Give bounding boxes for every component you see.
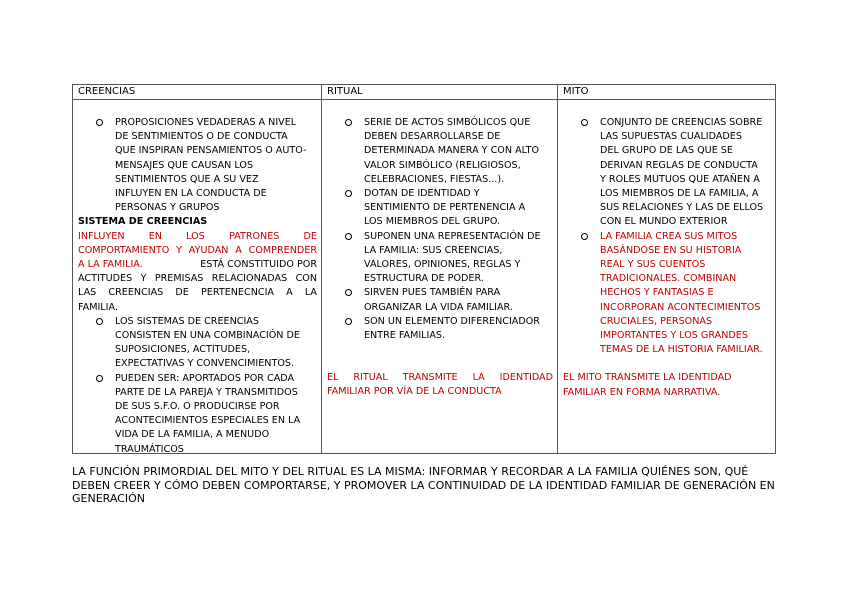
list-item: PUEDEN SER: APORTADOS POR CADA PARTE DE LA PAREJA Y TRANSMITIDOS DE SUS S.F.O. O PRODUCIRSE POR ACONTECIMIENTOS ESPECIALES EN LA VIDA DE LA FAMILIA, A MENUDO TRAUMÁTICOS bbox=[96, 372, 317, 457]
column-divider bbox=[557, 85, 558, 453]
list-item: PROPOSICIONES VEDADERAS A NIVEL DE SENTIMIENTOS O DE CONDUCTA QUE INSPIRAN PENSAMIENTOS O AUTO- MENSAJES QUE CAUSAN LOS SENTIMIENTOS QUE A SU VEZ INFLUYEN EN LA CONDUCTA DE PERSONAS Y GRUPOS bbox=[96, 116, 317, 215]
bullet-circle-icon bbox=[345, 190, 352, 197]
header-mito: MITO bbox=[563, 86, 589, 97]
bullet-circle-icon bbox=[345, 233, 352, 240]
mito-column bbox=[563, 116, 775, 400]
table-header-row bbox=[73, 85, 775, 100]
bullet-circle-icon bbox=[345, 289, 352, 296]
column-divider bbox=[321, 85, 322, 453]
bullet-circle-icon bbox=[96, 318, 103, 325]
mito-conclusion: EL MITO TRANSMITE LA IDENTIDAD FAMILIAR EN FORMA NARRATIVA. bbox=[563, 372, 732, 398]
list-item: LOS SISTEMAS DE CREENCIAS CONSISTEN EN UNA COMBINACIÓN DE SUPOSICIONES, ACTITUDES, EXPECTATIVAS Y CONVENCIMIENTOS. bbox=[96, 315, 317, 372]
bullet-circle-icon bbox=[96, 375, 103, 382]
section-subtitle: SISTEMA DE CREENCIAS bbox=[78, 216, 208, 228]
header-creencias: CREENCIAS bbox=[78, 86, 136, 97]
list-item: DOTAN DE IDENTIDAD Y SENTIMIENTO DE PERTENENCIA A LOS MIEMBROS DEL GRUPO. bbox=[345, 187, 553, 230]
list-item: SON UN ELEMENTO DIFERENCIADOR ENTRE FAMILIAS. bbox=[345, 315, 553, 343]
list-item: SERIE DE ACTOS SIMBÓLICOS QUE DEBEN DESARROLLARSE DE DETERMINADA MANERA Y CON ALTO VALOR SIMBÓLICO (RELIGIOSOS, CELEBRACIONES, FIESTAS...). bbox=[345, 116, 553, 187]
creencias-column: PROPOSICIONES VEDADERAS A NIVEL DE SENTIMIENTOS O DE CONDUCTA QUE INSPIRAN PENSAMIENTOS O AUTO- MENSAJES QUE CAUSAN LOS SENTIMIENTOS QUE A SU VEZ INFLUYEN EN LA CONDUCTA DE PERSONAS Y GRUPOS SISTEMA DE CREENCIAS INFLUYEN EN LOS PATRONES DE COMPORTAMIENTO Y AYUDAN A COMPRENDER A LA FAMILIA. ESTÁ CONSTITUIDO POR ACTITUDES Y PREMISAS RELACIONADAS CON LAS CREENCIAS DE PERTENECNCIA A LA FAMILIA. LOS SISTEMAS DE CREENCIAS CONSISTEN EN UNA COMBINACIÓN DE SUPOSICIONES, ACTITUDES, EXPECTATIVAS Y CONVENCIMIENTOS. PUEDEN SER: APORTADOS POR CADA PARTE DE LA PAREJA Y TRANSMITIDOS DE SUS S.F.O. O PRODUCIRSE POR ACONTECIMIENTOS ESPECIALES EN LA VIDA DE LA FAMILIA, A MENUDO TRAUMÁTICOS bbox=[78, 116, 317, 457]
comparison-table bbox=[72, 84, 776, 454]
bullet-circle-icon bbox=[345, 318, 352, 325]
summary-paragraph: LA FUNCIÓN PRIMORDIAL DEL MITO Y DEL RITUAL ES LA MISMA: INFORMAR Y RECORDAR A LA FAMILIA QUIÉNES SON, QUÉ DEBEN CREER Y CÓMO DEBEN COMPORTARSE, Y PROMOVER LA CONTINUIDAD DE LA IDENTIDAD FAMILIAR DE GENERACIÓN EN GENERACIÓN bbox=[72, 465, 775, 505]
list-item: LA FAMILIA CREA SUS MITOS BASÁNDOSE EN SU HISTORIA REAL Y SUS CUENTOS TRADICIONALES. COMBINAN HECHOS Y FANTASIAS E INCORPORAN ACONTECIMIENTOS CRUCIALES, PERSONAS IMPORTANTES Y LOS GRANDES TEMAS DE LA HISTORIA FAMILIAR. bbox=[581, 230, 775, 358]
list-item: SIRVEN PUES TAMBIÉN PARA ORGANIZAR LA VIDA FAMILIAR. bbox=[345, 286, 553, 314]
list-item: CONJUNTO DE CREENCIAS SOBRE LAS SUPUESTAS CUALIDADES DEL GRUPO DE LAS QUE SE DERIVAN REGLAS DE CONDUCTA Y ROLES MUTUOS QUE ATAÑEN A LOS MIEMBROS DE LA FAMILIA, A SUS RELACIONES Y LAS DE ELLOS CON EL MUNDO EXTERIOR bbox=[581, 116, 775, 230]
bullet-circle-icon bbox=[581, 233, 588, 240]
ritual-conclusion: EL RITUAL TRANSMITE LA IDENTIDAD bbox=[327, 372, 553, 384]
bullet-circle-icon bbox=[581, 119, 588, 126]
paragraph: INFLUYEN EN LOS PATRONES DE COMPORTAMIENTO Y AYUDAN A COMPRENDER bbox=[78, 230, 317, 256]
list-item: SUPONEN UNA REPRESENTACIÓN DE LA FAMILIA: SUS CREENCIAS, VALORES, OPINIONES, REGLAS Y ESTRUCTURA DE PODER. bbox=[345, 230, 553, 287]
ritual-column: SERIE DE ACTOS SIMBÓLICOS QUE DEBEN DESARROLLARSE DE DETERMINADA MANERA Y CON ALTO VALOR SIMBÓLICO (RELIGIOSOS, CELEBRACIONES, FIESTAS...). DOTAN DE IDENTIDAD Y SENTIMIENTO DE PERTENENCIA A LOS MIEMBROS DEL GRUPO. SUPONEN UNA REPRESENTACIÓN DE LA FAMILIA: SUS CREENCIAS, VALORES, OPINIONES, REGLAS Y ESTRUCTURA DE PODER. SIRVEN PUES TAMBIÉN PARA ORGANIZAR LA VIDA FAMILIAR. SON UN ELEMENTO DIFERENCIADOR ENTRE FAMILIAS. EL RITUAL TRANSMITE LA IDENTIDAD FAMILIAR POR VÍA DE LA CONDUCTA bbox=[327, 117, 553, 398]
bullet-circle-icon bbox=[96, 119, 103, 126]
bullet-circle-icon bbox=[345, 119, 352, 126]
header-ritual: RITUAL bbox=[327, 86, 363, 97]
